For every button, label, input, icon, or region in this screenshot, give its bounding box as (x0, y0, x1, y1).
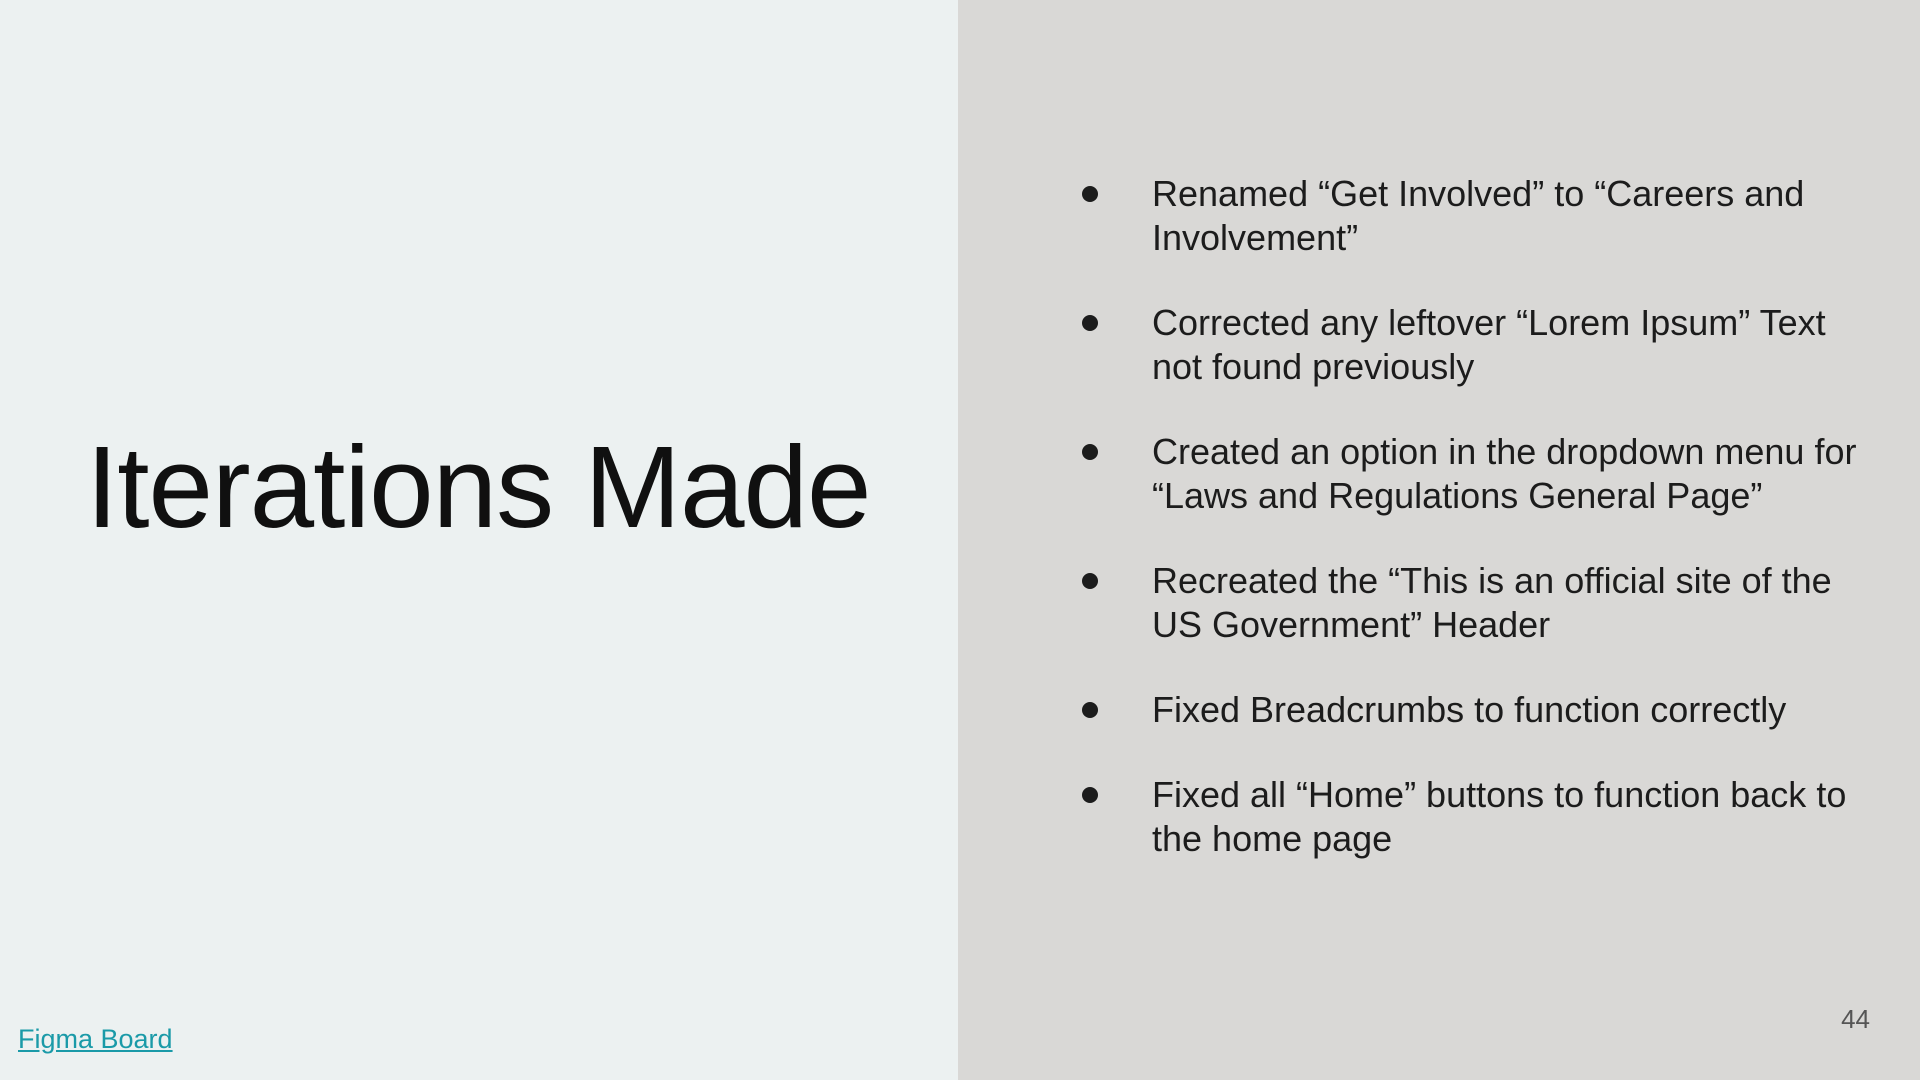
page-title: Iterations Made (86, 422, 871, 552)
bullet-dot-icon (1082, 787, 1098, 803)
bullet-dot-icon (1082, 702, 1098, 718)
bullet-dot-icon (1082, 573, 1098, 589)
bullet-dot-icon (1082, 444, 1098, 460)
right-panel (958, 0, 1920, 1080)
bullet-item (958, 773, 1920, 861)
page-number: 44 (1841, 1004, 1870, 1034)
bullet-item (958, 430, 1920, 518)
bullet-text: Fixed all “Home” buttons to function back to the home page (1152, 774, 1847, 859)
bullet-text: Recreated the “This is an official site of the US Government” Header (1152, 560, 1832, 645)
bullet-text: Created an option in the dropdown menu for “Laws and Regulations General Page” (1152, 431, 1857, 516)
bullet-item (958, 688, 1920, 732)
bullet-item (958, 559, 1920, 647)
bullet-dot-icon (1082, 315, 1098, 331)
left-panel (0, 0, 958, 1080)
figma-board-link[interactable]: Figma Board (18, 1024, 173, 1054)
bullet-item (958, 301, 1920, 389)
bullet-text: Corrected any leftover “Lorem Ipsum” Text not found previously (1152, 302, 1826, 387)
bullet-dot-icon (1082, 186, 1098, 202)
bullet-text: Renamed “Get Involved” to “Careers and Involvement” (1152, 173, 1805, 258)
bullet-list (958, 172, 1920, 902)
bullet-text: Fixed Breadcrumbs to function correctly (1152, 689, 1787, 730)
bullet-item (958, 172, 1920, 260)
